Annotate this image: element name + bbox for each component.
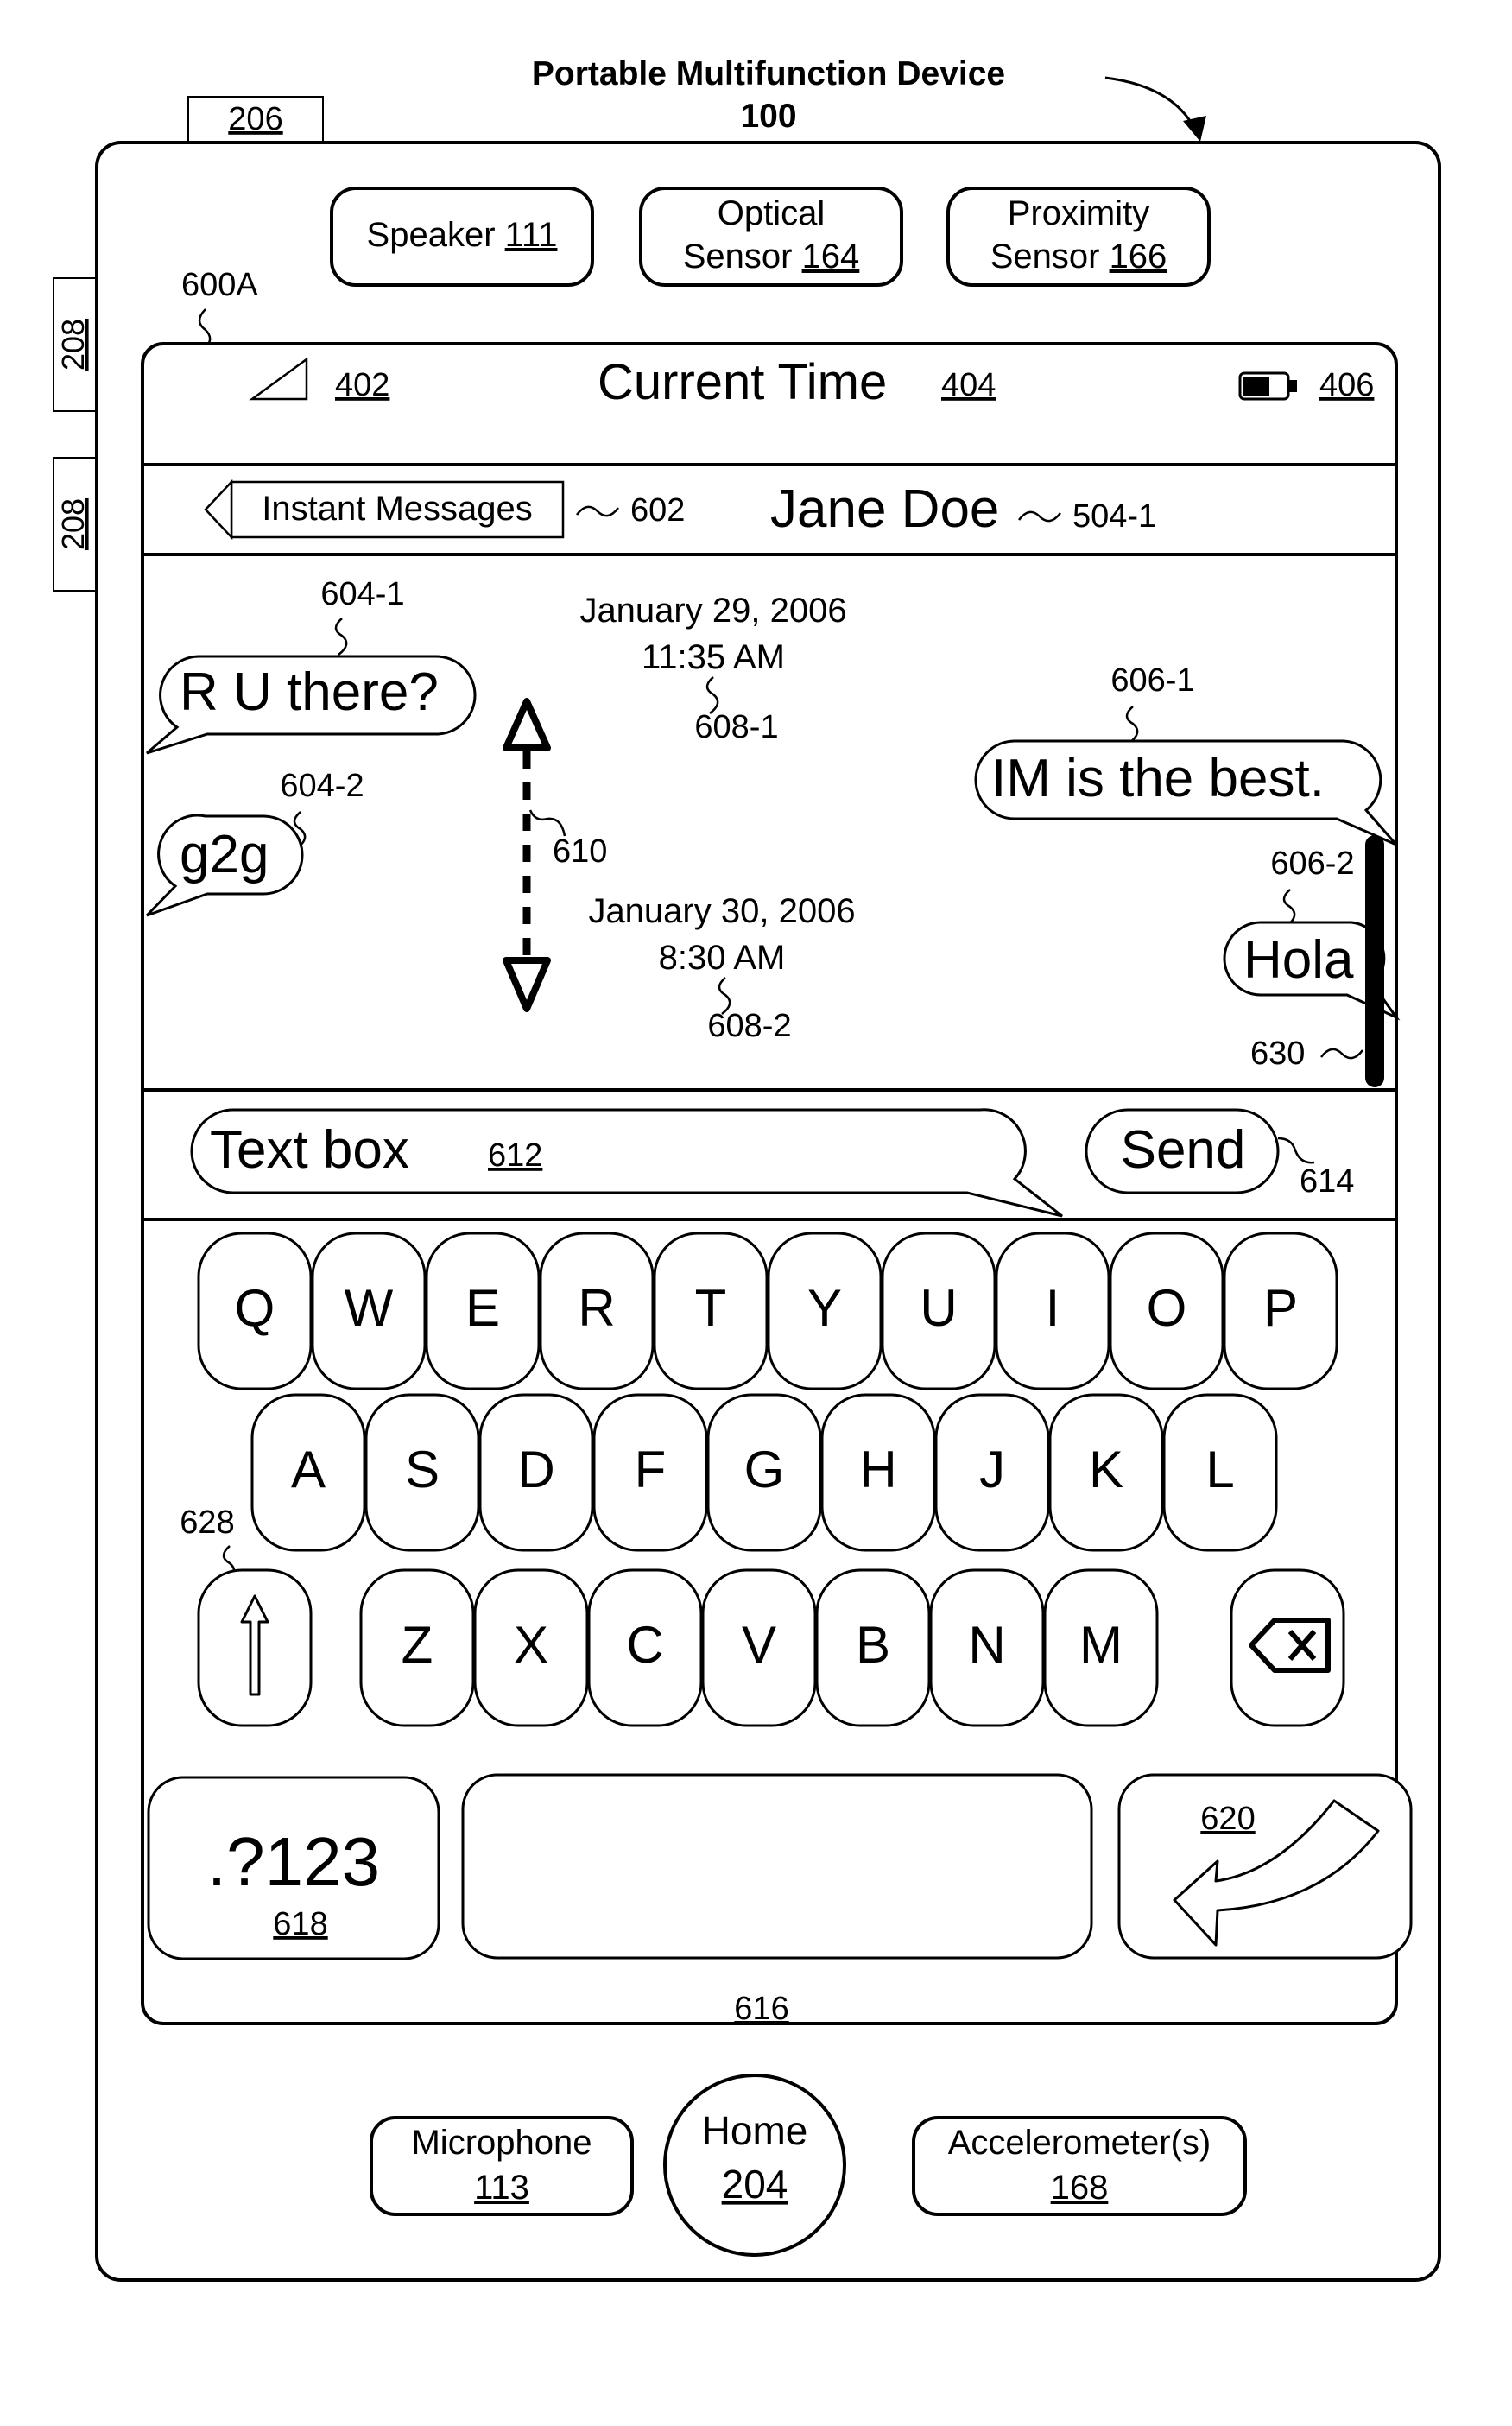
- key-t[interactable]: [655, 1233, 767, 1389]
- send-button-ref: 614: [1300, 1163, 1355, 1200]
- shift-key[interactable]: [199, 1570, 311, 1726]
- key-h[interactable]: [822, 1395, 934, 1550]
- key-g[interactable]: [708, 1395, 820, 1550]
- sent-message-2-text: Hola: [1243, 930, 1354, 990]
- key-k-label: K: [1088, 1441, 1124, 1498]
- send-button[interactable]: [1086, 1110, 1278, 1193]
- key-m-label: M: [1079, 1616, 1123, 1674]
- key-i-label: I: [1045, 1279, 1060, 1337]
- timestamp-2-time: 8:30 AM: [658, 939, 786, 977]
- accelerometer-ref: 168: [1050, 2169, 1109, 2207]
- device-title: Portable Multifunction Device: [531, 55, 1006, 92]
- key-c[interactable]: [589, 1570, 701, 1726]
- key-z[interactable]: [361, 1570, 473, 1726]
- back-button-label: Instant Messages: [262, 490, 533, 528]
- numbers-key-label: .?123: [206, 1823, 381, 1900]
- timestamp-2-date: January 30, 2006: [588, 892, 856, 930]
- key-n-label: N: [968, 1616, 1006, 1674]
- current-time-ref: 404: [941, 367, 996, 403]
- key-b-label: B: [855, 1616, 891, 1674]
- key-x[interactable]: [475, 1570, 587, 1726]
- device-pointer-arrow: [1105, 78, 1196, 131]
- microphone-ref: 113: [474, 2169, 529, 2207]
- key-p-label: P: [1262, 1279, 1299, 1337]
- key-e-label: E: [465, 1279, 501, 1337]
- device-pointer-arrowhead: [1183, 116, 1206, 142]
- scroll-arrow-ref: 610: [553, 833, 608, 870]
- microphone-label: Microphone: [411, 2124, 592, 2162]
- space-key[interactable]: [463, 1775, 1091, 1958]
- battery-ref: 406: [1319, 367, 1375, 403]
- accelerometer-label: Accelerometer(s): [947, 2124, 1211, 2162]
- key-o[interactable]: [1110, 1233, 1223, 1389]
- key-l-label: L: [1205, 1441, 1235, 1498]
- key-d[interactable]: [480, 1395, 592, 1550]
- key-k[interactable]: [1050, 1395, 1162, 1550]
- key-h-label: H: [859, 1441, 897, 1498]
- key-f-label: F: [634, 1441, 667, 1498]
- key-j-label: J: [979, 1441, 1005, 1498]
- key-s[interactable]: [366, 1395, 478, 1550]
- side-button-left-1-ref: 208: [55, 318, 91, 371]
- signal-ref: 402: [335, 367, 390, 403]
- key-t-label: T: [694, 1279, 727, 1337]
- shift-key-ref: 628: [180, 1504, 235, 1541]
- send-button-label: Send: [1120, 1120, 1246, 1180]
- sent-message-1-text: IM is the best.: [991, 749, 1325, 808]
- key-s-label: S: [404, 1441, 440, 1498]
- sent-message-2-ref: 606-2: [1270, 846, 1355, 882]
- key-w-label: W: [344, 1279, 394, 1337]
- key-c-label: C: [626, 1616, 664, 1674]
- key-r[interactable]: [541, 1233, 653, 1389]
- key-e[interactable]: [427, 1233, 539, 1389]
- received-message-1-ref: 604-1: [320, 576, 405, 612]
- key-o-label: O: [1146, 1279, 1187, 1337]
- timestamp-1-time: 11:35 AM: [641, 638, 786, 676]
- speaker-label: Speaker 111: [366, 216, 558, 254]
- key-q[interactable]: [199, 1233, 311, 1389]
- text-box-label: Text box: [210, 1120, 409, 1180]
- received-message-2-ref: 604-2: [280, 768, 364, 804]
- return-key[interactable]: [1119, 1775, 1411, 1958]
- battery-icon: [1240, 373, 1297, 399]
- key-d-label: D: [517, 1441, 555, 1498]
- keyboard-ref: 616: [734, 1991, 789, 2027]
- key-p[interactable]: [1224, 1233, 1337, 1389]
- side-button-left-2-ref: 208: [55, 497, 91, 551]
- contact-ref: 504-1: [1072, 498, 1157, 535]
- timestamp-1-ref: 608-1: [694, 709, 779, 745]
- key-m[interactable]: [1045, 1570, 1157, 1726]
- key-u[interactable]: [883, 1233, 995, 1389]
- contact-name: Jane Doe: [770, 479, 1000, 539]
- home-button-ref: 204: [721, 2162, 788, 2207]
- scroll-indicator-ref: 630: [1250, 1036, 1306, 1072]
- device-ref: 100: [740, 98, 797, 135]
- numbers-key[interactable]: [149, 1777, 439, 1959]
- key-a[interactable]: [252, 1395, 364, 1550]
- back-button-ref: 602: [630, 492, 686, 529]
- key-i[interactable]: [996, 1233, 1109, 1389]
- sent-message-1-ref: 606-1: [1110, 662, 1195, 699]
- timestamp-2-ref: 608-2: [707, 1008, 792, 1044]
- home-button-label: Home: [701, 2108, 808, 2153]
- key-w[interactable]: [313, 1233, 425, 1389]
- key-u-label: U: [920, 1279, 958, 1337]
- current-time: Current Time: [598, 354, 888, 410]
- key-z-label: Z: [401, 1616, 433, 1674]
- key-a-label: A: [290, 1441, 326, 1498]
- screen-ref: 600A: [181, 267, 258, 303]
- numbers-key-ref: 618: [273, 1906, 328, 1942]
- return-key-ref: 620: [1200, 1801, 1256, 1837]
- text-box-ref: 612: [488, 1137, 543, 1174]
- received-message-1-text: R U there?: [180, 662, 439, 722]
- key-f[interactable]: [594, 1395, 706, 1550]
- optical-sensor-line2: Sensor 164: [682, 238, 860, 276]
- proximity-sensor-line1: Proximity: [1007, 194, 1150, 232]
- key-j[interactable]: [936, 1395, 1048, 1550]
- key-g-label: G: [743, 1441, 785, 1498]
- home-button[interactable]: [665, 2075, 845, 2255]
- received-message-2-text: g2g: [180, 825, 269, 884]
- proximity-sensor-line2: Sensor 166: [990, 238, 1167, 276]
- timestamp-1-date: January 29, 2006: [579, 592, 847, 630]
- side-button-top-ref: 206: [228, 101, 283, 137]
- key-v-label: V: [741, 1616, 777, 1674]
- key-y[interactable]: [769, 1233, 881, 1389]
- optical-sensor-line1: Optical: [717, 194, 826, 232]
- backspace-key[interactable]: [1231, 1570, 1344, 1726]
- key-y-label: Y: [807, 1279, 843, 1337]
- key-r-label: R: [578, 1279, 616, 1337]
- key-l[interactable]: [1164, 1395, 1276, 1550]
- key-x-label: X: [513, 1616, 549, 1674]
- key-q-label: Q: [234, 1279, 275, 1337]
- key-b[interactable]: [817, 1570, 929, 1726]
- key-n[interactable]: [931, 1570, 1043, 1726]
- back-button[interactable]: [206, 482, 563, 537]
- key-v[interactable]: [703, 1570, 815, 1726]
